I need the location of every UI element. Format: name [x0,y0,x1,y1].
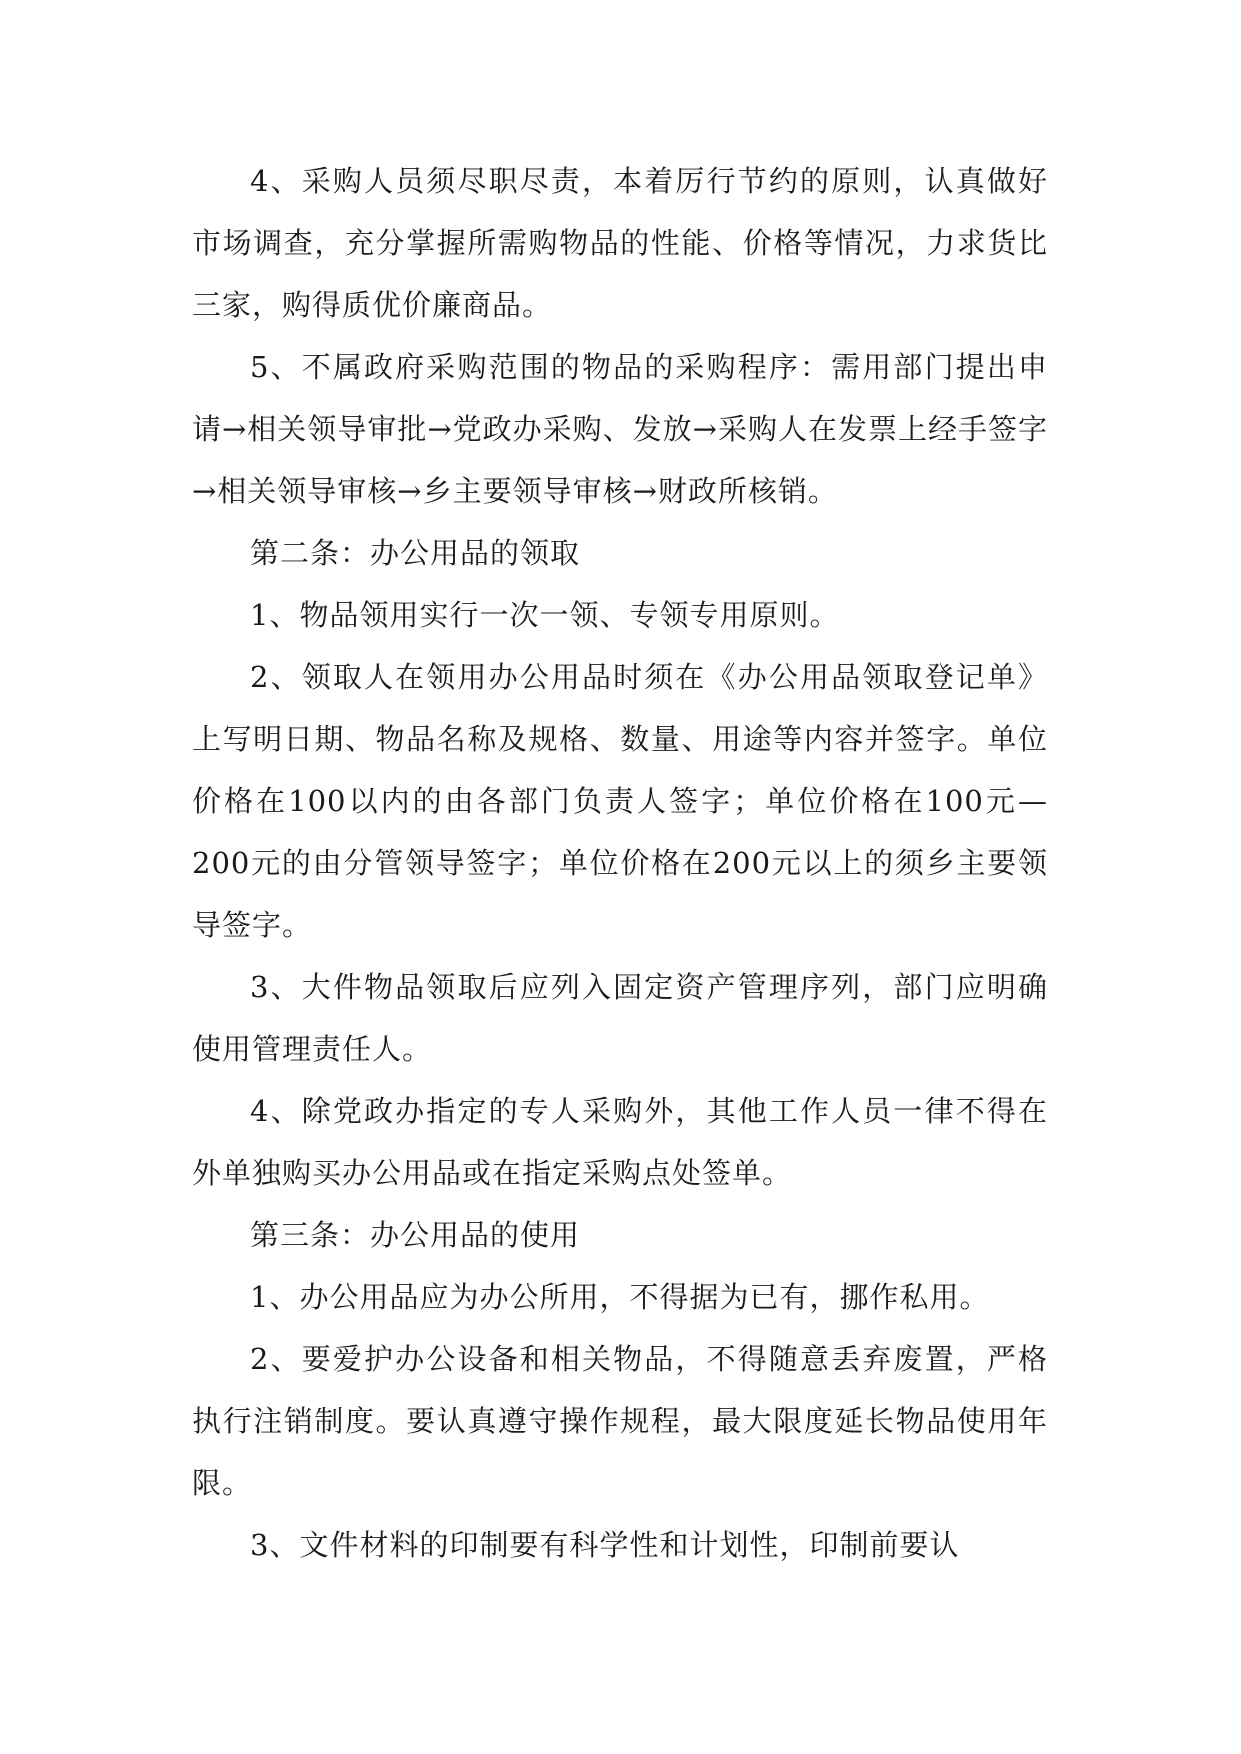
paragraph-collection-registration: 2、领取人在领用办公用品时须在《办公用品领取登记单》上写明日期、物品名称及规格、数量、用途等内容并签字。单位价格在100以内的由各部门负责人签字；单位价格在100元—200元的由分管领导签字；单位价格在200元以上的须乡主要领导签字。 [192,660,1048,942]
paragraph-purchase-restriction: 4、除党政办指定的专人采购外，其他工作人员一律不得在外单独购买办公用品或在指定采购点处签单。 [192,1094,1048,1190]
paragraph-printing-planning: 3、文件材料的印制要有科学性和计划性，印制前要认 [250,1528,960,1562]
document-body [192,150,1048,1576]
paragraph-fixed-assets: 3、大件物品领取后应列入固定资产管理序列，部门应明确使用管理责任人。 [192,970,1048,1066]
paragraph-collection-principle: 1、物品领用实行一次一领、专领专用原则。 [250,598,840,632]
section-heading-article-2: 第二条：办公用品的领取 [250,536,581,570]
section-heading-article-3: 第三条：办公用品的使用 [250,1218,581,1252]
paragraph-care-of-equipment: 2、要爱护办公设备和相关物品，不得随意丢弃废置，严格执行注销制度。要认真遵守操作规程，最大限度延长物品使用年限。 [192,1342,1048,1500]
paragraph-procurement-procedure: 5、不属政府采购范围的物品的采购程序：需用部门提出申请→相关领导审批→党政办采购、发放→采购人在发票上经手签字→相关领导审核→乡主要领导审核→财政所核销。 [192,350,1048,508]
paragraph-purchaser-duties: 4、采购人员须尽职尽责，本着厉行节约的原则，认真做好市场调查，充分掌握所需购物品的性能、价格等情况，力求货比三家，购得质优价廉商品。 [192,164,1048,322]
paragraph-office-use-only: 1、办公用品应为办公所用，不得据为已有，挪作私用。 [250,1280,990,1314]
